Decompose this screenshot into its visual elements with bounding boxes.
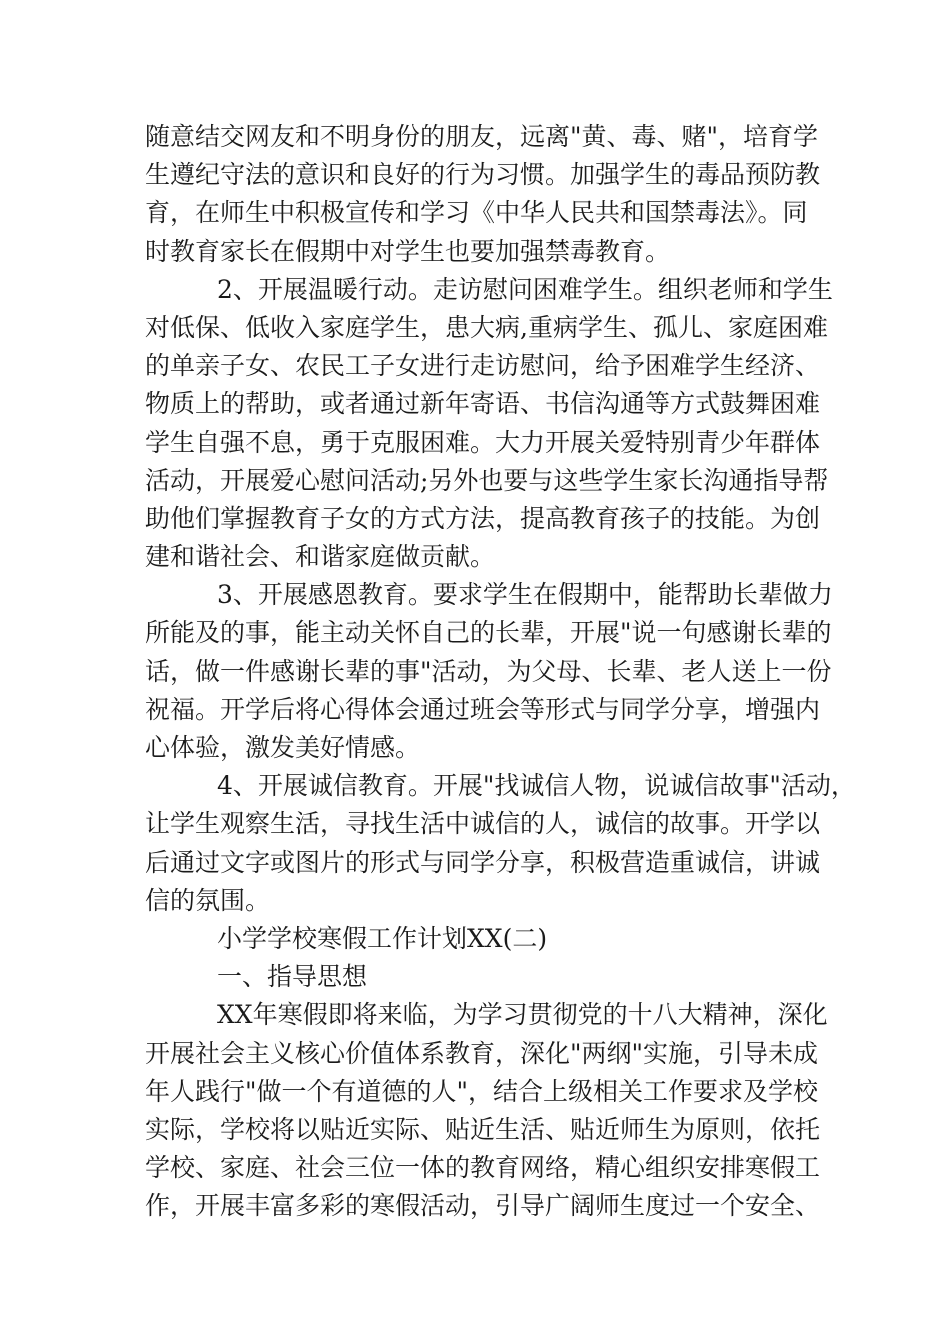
text-line: 随意结交网友和不明身份的朋友，远离"黄、毒、赌"，培育学 (145, 122, 819, 151)
text-line: 祝福。开学后将心得体会通过班会等形式与同学分享，增强内 (145, 694, 821, 724)
text-line: 物质上的帮助，或者通过新年寄语、书信沟通等方式鼓舞困难 (145, 389, 821, 419)
text-line: 心体验，激发美好情感。 (145, 733, 421, 762)
text-line: 作，开展丰富多彩的寒假活动，引导广阔师生度过一个安全、 (145, 1191, 821, 1221)
text-line: XX年寒假即将来临，为学习贯彻党的十八大精神，深化 (217, 1000, 828, 1030)
text-line: 4、开展诚信教育。开展"找诚信人物，说诚信故事"活动， (217, 771, 856, 801)
text-line: 一、指导思想 (217, 962, 368, 992)
text-line: 3、开展感恩教育。要求学生在假期中，能帮助长辈做力 (217, 580, 833, 610)
document-body (145, 118, 856, 1225)
text-line: 话，做一件感谢长辈的事"活动，为父母、长辈、老人送上一份 (145, 656, 832, 686)
text-line: 实际，学校将以贴近实际、贴近生活、贴近师生为原则，依托 (145, 1114, 821, 1144)
text-line: 后通过文字或图片的形式与同学分享，积极营造重诚信，讲诚 (145, 847, 821, 877)
text-line: 开展社会主义核心价值体系教育，深化"两纲"实施，引导未成 (145, 1038, 819, 1068)
text-line: 所能及的事，能主动关怀自己的长辈，开展"说一句感谢长辈的 (145, 618, 832, 648)
text-line: 助他们掌握教育子女的方式方法，提高教育孩子的技能。为创 (145, 503, 821, 533)
text-line: 让学生观察生活，寻找生活中诚信的人，诚信的故事。开学以 (145, 809, 821, 839)
text-line: 的单亲子女、农民工子女进行走访慰问，给予困难学生经济、 (145, 351, 821, 381)
text-line: 时教育家长在假期中对学生也要加强禁毒教育。 (145, 236, 671, 266)
text-line: 小学学校寒假工作计划XX(二) (217, 923, 548, 953)
text-line: 学校、家庭、社会三位一体的教育网络，精心组织安排寒假工 (145, 1153, 821, 1183)
text-line: 2、开展温暖行动。走访慰问困难学生。组织老师和学生 (217, 274, 833, 304)
text-line: 信的氛围。 (145, 885, 271, 915)
text-line: 育，在师生中积极宣传和学习《中华人民共和国禁毒法》。同 (145, 198, 808, 228)
text-line: 建和谐社会、和谐家庭做贡献。 (145, 542, 496, 572)
text-line: 年人践行"做一个有道德的人"，结合上级相关工作要求及学校 (145, 1076, 819, 1106)
text-line: 活动，开展爱心慰问活动;另外也要与这些学生家长沟通指导帮 (145, 465, 829, 495)
text-line: 对低保、低收入家庭学生，患大病,重病学生、孤儿、家庭困难 (145, 312, 828, 342)
text-line: 生遵纪守法的意识和良好的行为习惯。加强学生的毒品预防教 (145, 160, 821, 190)
text-line: 学生自强不息，勇于克服困难。大力开展关爱特别青少年群体 (145, 427, 821, 457)
